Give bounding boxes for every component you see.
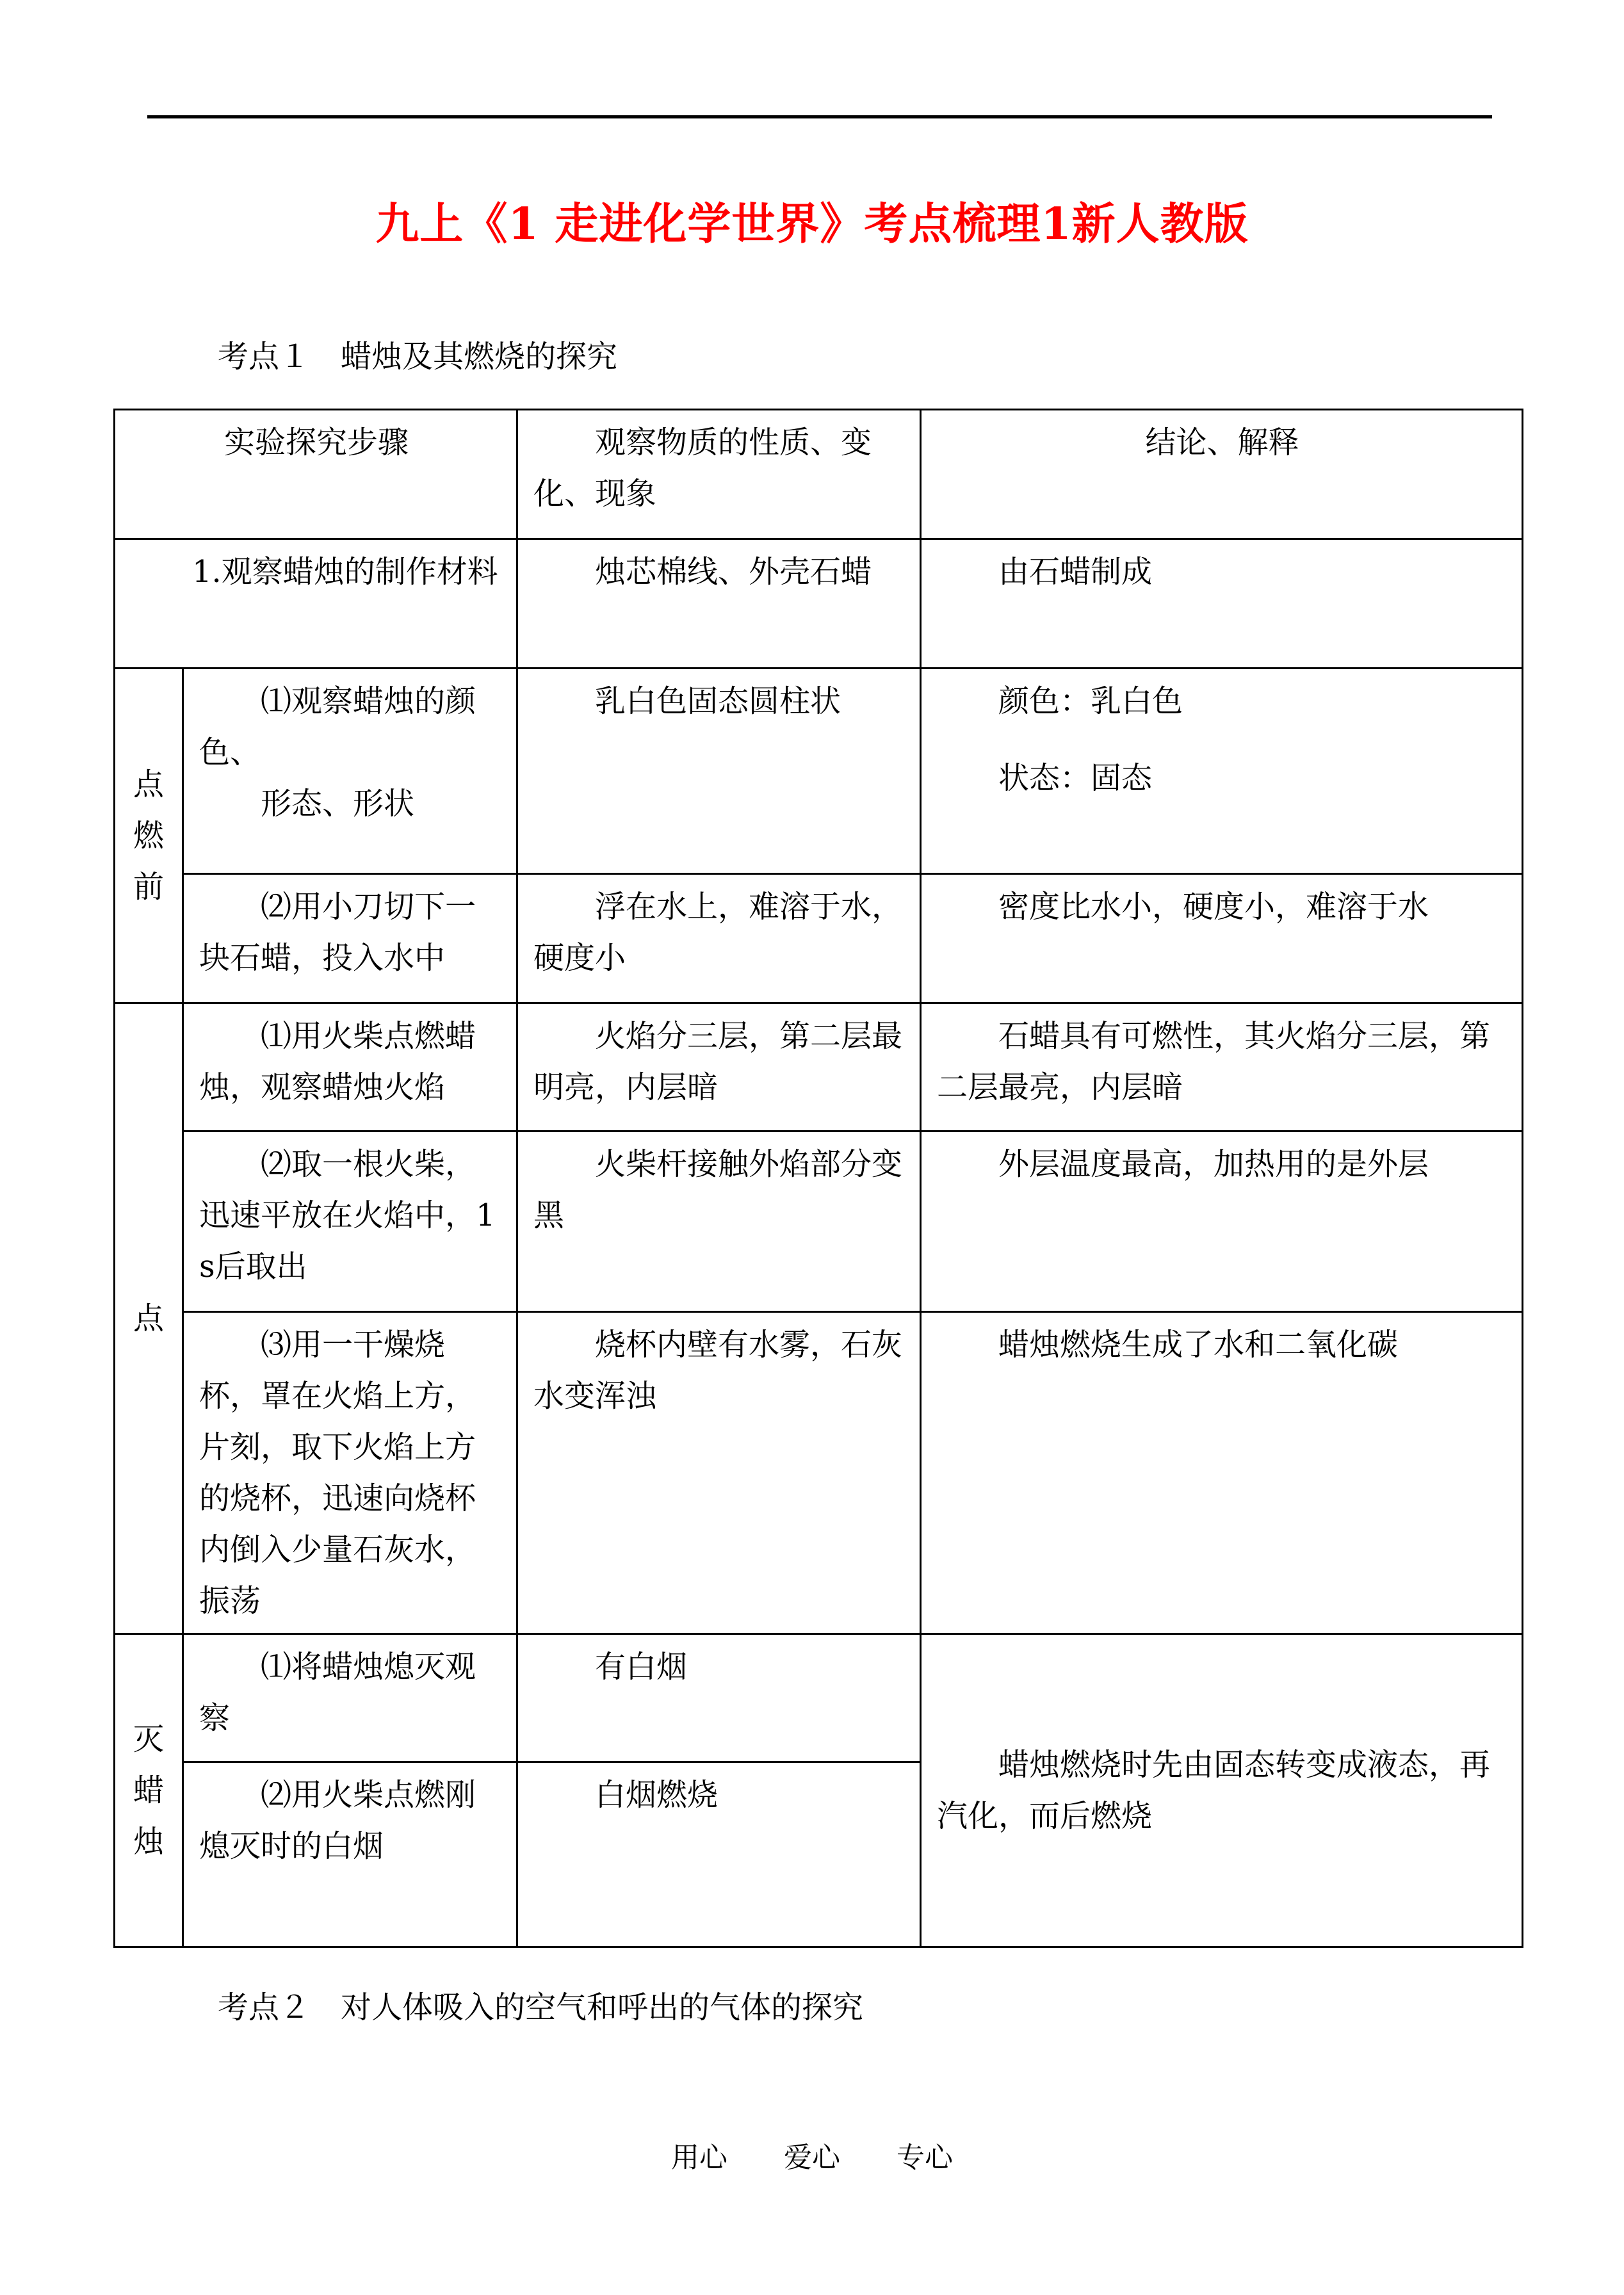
cell-conclusion (921, 669, 1523, 874)
table-row (115, 1003, 1523, 1131)
section-heading-1: 考点１ 蜡烛及其燃烧的探究 (218, 339, 618, 375)
cell-observation: 烛芯棉线、外壳石蜡 (517, 539, 921, 669)
cell-observation: 浮在水上，难溶于水，硬度小 (517, 874, 921, 1003)
cell-step: ⑵用小刀切下一块石蜡，投入水中 (183, 874, 517, 1003)
cell-conclusion: 由石蜡制成 (921, 539, 1523, 669)
cell-step-line: 形态、形状 (261, 786, 415, 822)
cell-conclusion-line: 状态：固态 (998, 760, 1153, 796)
table-row (115, 874, 1523, 1003)
table-row (115, 1634, 1523, 1762)
cell-conclusion: 密度比水小，硬度小，难溶于水 (921, 874, 1523, 1003)
table-row (115, 1312, 1523, 1634)
header-conclusions: 结论、解释 (921, 410, 1523, 539)
cell-observation: 乳白色固态圆柱状 (517, 669, 921, 874)
cell-conclusion: 蜡烛燃烧生成了水和二氧化碳 (921, 1312, 1523, 1634)
page-footer: 用心 爱心 专心 (671, 2141, 953, 2174)
cell-step: ⑵用火柴点燃刚熄灭时的白烟 (183, 1762, 517, 1947)
group-char: 灭 (133, 1721, 164, 1757)
group-char: 烛 (133, 1824, 164, 1860)
table-row (115, 539, 1523, 669)
group-label-lighting: 点 (115, 1003, 183, 1634)
header-observations: 观察物质的性质、变化、现象 (517, 410, 921, 539)
cell-step (183, 669, 517, 874)
cell-observation: 火柴杆接触外焰部分变黑 (517, 1131, 921, 1312)
cell-step: ⑴将蜡烛熄灭观察 (183, 1634, 517, 1762)
cell-observation: 火焰分三层，第二层最明亮，内层暗 (517, 1003, 921, 1131)
table-row (115, 669, 1523, 874)
section-heading-2: 考点２ 对人体吸入的空气和呼出的气体的探究 (218, 1990, 864, 2025)
cell-step: 1.观察蜡烛的制作材料 (115, 539, 517, 669)
group-char: 燃 (133, 818, 164, 854)
group-label-extinguish (115, 1634, 183, 1947)
group-char: 点 (133, 766, 164, 802)
group-label-before-lighting (115, 669, 183, 1003)
cell-conclusion: 外层温度最高，加热用的是外层 (921, 1131, 1523, 1312)
cell-observation: 有白烟 (517, 1634, 921, 1762)
cell-step-line: ⑴观察蜡烛的颜色、 (199, 683, 476, 770)
cell-observation: 烧杯内壁有水雾，石灰水变浑浊 (517, 1312, 921, 1634)
cell-step: ⑶用一干燥烧杯，罩在火焰上方，片刻，取下火焰上方的烧杯，迅速向烧杯内倒入少量石灰水，振荡 (183, 1312, 517, 1634)
page-title: 九上《1 走进化学世界》考点梳理1新人教版 (375, 199, 1249, 250)
cell-conclusion: 石蜡具有可燃性，其火焰分三层，第二层最亮，内层暗 (921, 1003, 1523, 1131)
group-char: 前 (133, 869, 164, 905)
group-char: 蜡 (133, 1772, 164, 1808)
header-steps: 实验探究步骤 (115, 410, 517, 539)
table-row (115, 1131, 1523, 1312)
cell-conclusion: 蜡烛燃烧时先由固态转变成液态，再汽化，而后燃烧 (921, 1634, 1523, 1947)
cell-observation: 白烟燃烧 (517, 1762, 921, 1947)
experiment-table (113, 409, 1523, 1948)
cell-conclusion-line: 颜色：乳白色 (998, 683, 1183, 719)
cell-step: ⑵取一根火柴，迅速平放在火焰中，1s后取出 (183, 1131, 517, 1312)
header-rule (147, 115, 1492, 118)
table-header-row (115, 410, 1523, 539)
cell-step: ⑴用火柴点燃蜡烛，观察蜡烛火焰 (183, 1003, 517, 1131)
